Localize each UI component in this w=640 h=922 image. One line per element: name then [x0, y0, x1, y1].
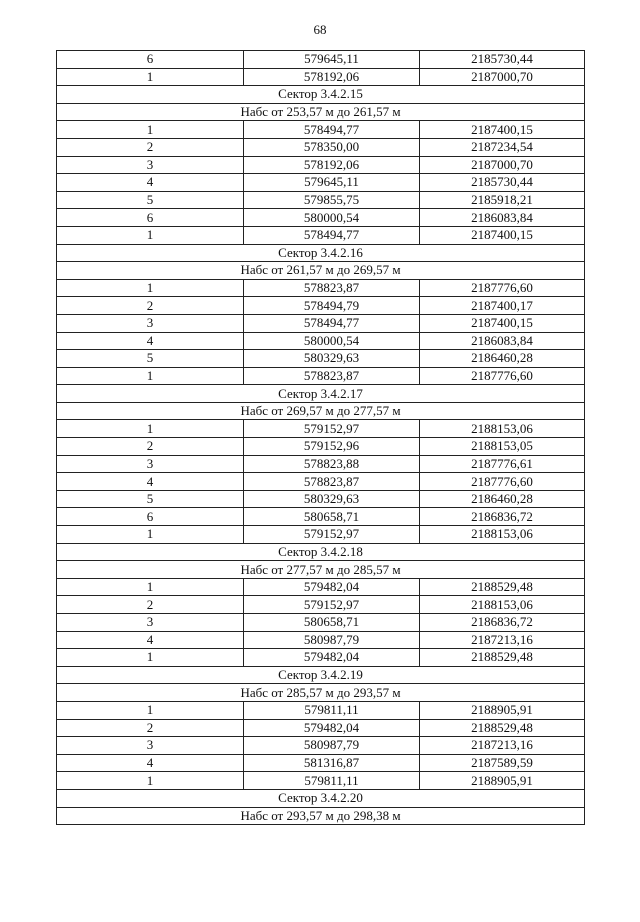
- y-coordinate-cell: 2187400,15: [420, 314, 585, 332]
- table-row: [57, 174, 585, 192]
- table-row: [57, 191, 585, 209]
- y-coordinate-cell: 2188153,06: [420, 596, 585, 614]
- section-header-row: [57, 666, 585, 684]
- y-coordinate-cell: 2187776,60: [420, 279, 585, 297]
- x-coordinate-cell: 578350,00: [244, 138, 420, 156]
- y-coordinate-cell: 2186083,84: [420, 209, 585, 227]
- table-row: [57, 649, 585, 667]
- x-coordinate-cell: 578823,88: [244, 455, 420, 473]
- point-number-cell: 4: [57, 174, 244, 192]
- point-number-cell: 1: [57, 649, 244, 667]
- y-coordinate-cell: 2187213,16: [420, 737, 585, 755]
- x-coordinate-cell: 579482,04: [244, 719, 420, 737]
- y-coordinate-cell: 2187213,16: [420, 631, 585, 649]
- x-coordinate-cell: 580329,63: [244, 490, 420, 508]
- section-header-cell: Набс от 269,57 м до 277,57 м: [57, 402, 585, 420]
- y-coordinate-cell: 2187234,54: [420, 138, 585, 156]
- y-coordinate-cell: 2187776,61: [420, 455, 585, 473]
- x-coordinate-cell: 580658,71: [244, 508, 420, 526]
- point-number-cell: 6: [57, 51, 244, 69]
- x-coordinate-cell: 578823,87: [244, 279, 420, 297]
- y-coordinate-cell: 2187776,60: [420, 473, 585, 491]
- x-coordinate-cell: 578192,06: [244, 156, 420, 174]
- point-number-cell: 5: [57, 350, 244, 368]
- y-coordinate-cell: 2188905,91: [420, 701, 585, 719]
- x-coordinate-cell: 578494,77: [244, 314, 420, 332]
- point-number-cell: 3: [57, 314, 244, 332]
- section-header-cell: Набс от 253,57 м до 261,57 м: [57, 103, 585, 121]
- point-number-cell: 1: [57, 772, 244, 790]
- point-number-cell: 3: [57, 737, 244, 755]
- x-coordinate-cell: 580000,54: [244, 209, 420, 227]
- point-number-cell: 2: [57, 438, 244, 456]
- table-row: [57, 719, 585, 737]
- x-coordinate-cell: 578494,77: [244, 226, 420, 244]
- x-coordinate-cell: 580658,71: [244, 614, 420, 632]
- table-row: [57, 420, 585, 438]
- x-coordinate-cell: 580329,63: [244, 350, 420, 368]
- y-coordinate-cell: 2185730,44: [420, 51, 585, 69]
- table-row: [57, 754, 585, 772]
- section-header-cell: Набс от 261,57 м до 269,57 м: [57, 262, 585, 280]
- section-header-cell: Набс от 293,57 м до 298,38 м: [57, 807, 585, 825]
- table-row: [57, 350, 585, 368]
- point-number-cell: 1: [57, 578, 244, 596]
- table-row: [57, 438, 585, 456]
- page-number: 68: [313, 22, 327, 37]
- table-row: [57, 209, 585, 227]
- y-coordinate-cell: 2187400,15: [420, 121, 585, 139]
- y-coordinate-cell: 2186836,72: [420, 614, 585, 632]
- table-row: [57, 297, 585, 315]
- section-header-cell: Сектор 3.4.2.16: [57, 244, 585, 262]
- section-header-row: [57, 402, 585, 420]
- x-coordinate-cell: 579152,97: [244, 596, 420, 614]
- section-header-cell: Набс от 277,57 м до 285,57 м: [57, 561, 585, 579]
- point-number-cell: 1: [57, 701, 244, 719]
- section-header-row: [57, 561, 585, 579]
- table-row: [57, 121, 585, 139]
- point-number-cell: 1: [57, 526, 244, 544]
- section-header-cell: Набс от 285,57 м до 293,57 м: [57, 684, 585, 702]
- table-row: [57, 51, 585, 69]
- y-coordinate-cell: 2185730,44: [420, 174, 585, 192]
- table-row: [57, 226, 585, 244]
- table-row: [57, 490, 585, 508]
- coordinates-table: [56, 50, 585, 825]
- y-coordinate-cell: 2188529,48: [420, 719, 585, 737]
- point-number-cell: 4: [57, 332, 244, 350]
- y-coordinate-cell: 2188153,06: [420, 526, 585, 544]
- y-coordinate-cell: 2188153,05: [420, 438, 585, 456]
- x-coordinate-cell: 579152,97: [244, 526, 420, 544]
- y-coordinate-cell: 2187400,17: [420, 297, 585, 315]
- table-row: [57, 578, 585, 596]
- point-number-cell: 5: [57, 490, 244, 508]
- table-row: [57, 367, 585, 385]
- table-row: [57, 138, 585, 156]
- x-coordinate-cell: 579482,04: [244, 649, 420, 667]
- table-row: [57, 701, 585, 719]
- x-coordinate-cell: 579811,11: [244, 701, 420, 719]
- table-row: [57, 314, 585, 332]
- y-coordinate-cell: 2187000,70: [420, 68, 585, 86]
- table-row: [57, 737, 585, 755]
- table-row: [57, 614, 585, 632]
- point-number-cell: 3: [57, 614, 244, 632]
- table-row: [57, 526, 585, 544]
- x-coordinate-cell: 578494,77: [244, 121, 420, 139]
- section-header-cell: Сектор 3.4.2.20: [57, 789, 585, 807]
- y-coordinate-cell: 2187000,70: [420, 156, 585, 174]
- y-coordinate-cell: 2186460,28: [420, 490, 585, 508]
- table-row: [57, 473, 585, 491]
- section-header-row: [57, 807, 585, 825]
- point-number-cell: 6: [57, 508, 244, 526]
- point-number-cell: 3: [57, 156, 244, 174]
- point-number-cell: 1: [57, 367, 244, 385]
- x-coordinate-cell: 579645,11: [244, 51, 420, 69]
- section-header-cell: Сектор 3.4.2.17: [57, 385, 585, 403]
- section-header-row: [57, 684, 585, 702]
- x-coordinate-cell: 579855,75: [244, 191, 420, 209]
- table-row: [57, 631, 585, 649]
- x-coordinate-cell: 579811,11: [244, 772, 420, 790]
- table-row: [57, 156, 585, 174]
- section-header-row: [57, 103, 585, 121]
- x-coordinate-cell: 579152,97: [244, 420, 420, 438]
- table-row: [57, 772, 585, 790]
- y-coordinate-cell: 2187776,60: [420, 367, 585, 385]
- section-header-cell: Сектор 3.4.2.15: [57, 86, 585, 104]
- y-coordinate-cell: 2185918,21: [420, 191, 585, 209]
- section-header-row: [57, 244, 585, 262]
- x-coordinate-cell: 580987,79: [244, 631, 420, 649]
- section-header-row: [57, 385, 585, 403]
- y-coordinate-cell: 2187400,15: [420, 226, 585, 244]
- y-coordinate-cell: 2186460,28: [420, 350, 585, 368]
- point-number-cell: 2: [57, 297, 244, 315]
- y-coordinate-cell: 2187589,59: [420, 754, 585, 772]
- y-coordinate-cell: 2186083,84: [420, 332, 585, 350]
- section-header-cell: Сектор 3.4.2.19: [57, 666, 585, 684]
- table-row: [57, 596, 585, 614]
- point-number-cell: 1: [57, 226, 244, 244]
- point-number-cell: 4: [57, 631, 244, 649]
- x-coordinate-cell: 580000,54: [244, 332, 420, 350]
- y-coordinate-cell: 2188529,48: [420, 578, 585, 596]
- point-number-cell: 4: [57, 473, 244, 491]
- y-coordinate-cell: 2188905,91: [420, 772, 585, 790]
- section-header-row: [57, 262, 585, 280]
- section-header-row: [57, 543, 585, 561]
- section-header-row: [57, 86, 585, 104]
- point-number-cell: 4: [57, 754, 244, 772]
- point-number-cell: 2: [57, 596, 244, 614]
- x-coordinate-cell: 581316,87: [244, 754, 420, 772]
- y-coordinate-cell: 2186836,72: [420, 508, 585, 526]
- table-row: [57, 508, 585, 526]
- x-coordinate-cell: 579482,04: [244, 578, 420, 596]
- point-number-cell: 6: [57, 209, 244, 227]
- table-row: [57, 68, 585, 86]
- point-number-cell: 2: [57, 138, 244, 156]
- table-row: [57, 279, 585, 297]
- point-number-cell: 1: [57, 68, 244, 86]
- point-number-cell: 5: [57, 191, 244, 209]
- x-coordinate-cell: 580987,79: [244, 737, 420, 755]
- point-number-cell: 2: [57, 719, 244, 737]
- point-number-cell: 1: [57, 121, 244, 139]
- point-number-cell: 1: [57, 279, 244, 297]
- point-number-cell: 1: [57, 420, 244, 438]
- x-coordinate-cell: 578823,87: [244, 367, 420, 385]
- x-coordinate-cell: 578823,87: [244, 473, 420, 491]
- y-coordinate-cell: 2188529,48: [420, 649, 585, 667]
- section-header-row: [57, 789, 585, 807]
- x-coordinate-cell: 578192,06: [244, 68, 420, 86]
- table-row: [57, 332, 585, 350]
- x-coordinate-cell: 579645,11: [244, 174, 420, 192]
- point-number-cell: 3: [57, 455, 244, 473]
- x-coordinate-cell: 579152,96: [244, 438, 420, 456]
- section-header-cell: Сектор 3.4.2.18: [57, 543, 585, 561]
- coordinates-table-body: [57, 51, 585, 825]
- table-row: [57, 455, 585, 473]
- y-coordinate-cell: 2188153,06: [420, 420, 585, 438]
- x-coordinate-cell: 578494,79: [244, 297, 420, 315]
